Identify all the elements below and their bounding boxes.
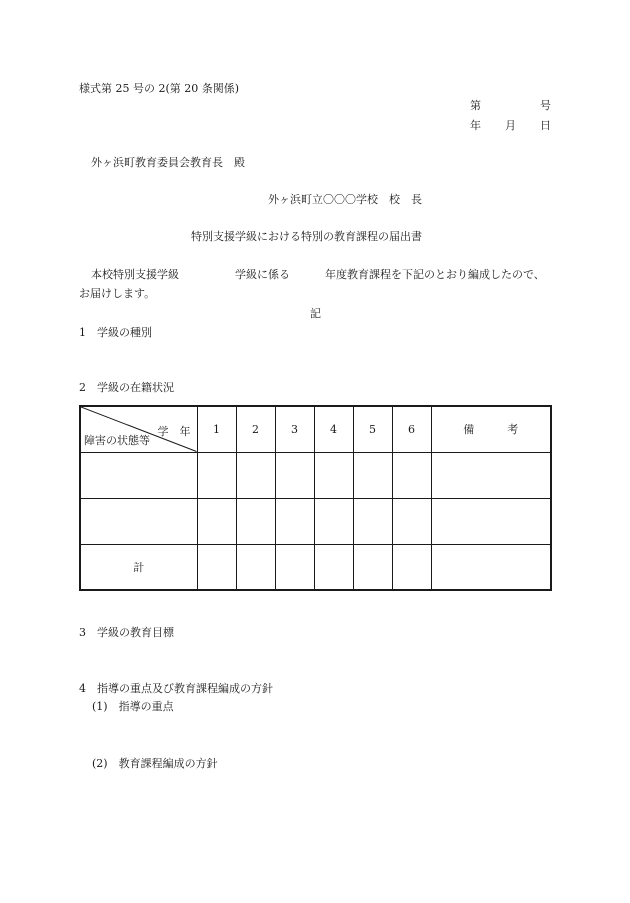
section-4: 4 指導の重点及び教育課程編成の方針 [79, 682, 273, 695]
section-1: 1 学級の種別 [79, 326, 152, 339]
grade-4: 4 [314, 406, 353, 452]
table-cell[interactable] [431, 544, 551, 590]
table-cell[interactable] [236, 498, 275, 544]
grade-header: 学 年 [157, 425, 191, 438]
grade-1: 1 [197, 406, 236, 452]
table-cell[interactable] [197, 544, 236, 590]
row-header: 障害の状態等 [84, 433, 150, 447]
grade-2: 2 [236, 406, 275, 452]
body-line1-part1: 本校特別支援学級 [91, 268, 179, 281]
table-cell[interactable] [353, 452, 392, 498]
table-cell[interactable] [275, 452, 314, 498]
table-row [80, 452, 551, 498]
body-line1-part3: 年度教育課程を下記のとおり編成したので、 [325, 268, 545, 281]
ki-heading: 記 [310, 307, 321, 320]
enrollment-table [79, 405, 552, 591]
document-title: 特別支援学級における特別の教育課程の届出書 [191, 230, 422, 243]
table-cell[interactable] [314, 452, 353, 498]
table-cell[interactable] [392, 498, 431, 544]
total-label: 計 [80, 544, 197, 590]
section-3: 3 学級の教育目標 [79, 626, 174, 639]
number-dai: 第 [470, 99, 481, 112]
body-line2: お届けします。 [79, 287, 156, 300]
section-4-2: (2) 教育課程編成の方針 [92, 757, 218, 770]
date-month: 月 [505, 119, 516, 132]
table-cell[interactable] [431, 452, 551, 498]
table-cell[interactable] [353, 544, 392, 590]
diagonal-header-cell [80, 406, 197, 452]
grade-6: 6 [392, 406, 431, 452]
table-cell[interactable] [80, 498, 197, 544]
section-4-1: (1) 指導の重点 [92, 700, 174, 713]
table-cell[interactable] [197, 452, 236, 498]
table-cell[interactable] [392, 452, 431, 498]
table-cell[interactable] [314, 544, 353, 590]
addressee: 外ヶ浜町教育委員会教育長 殿 [91, 156, 245, 169]
table-cell[interactable] [314, 498, 353, 544]
table-row [80, 498, 551, 544]
table-cell[interactable] [392, 544, 431, 590]
table-cell[interactable] [275, 498, 314, 544]
table-cell[interactable] [236, 544, 275, 590]
table-cell[interactable] [236, 452, 275, 498]
grade-3: 3 [275, 406, 314, 452]
date-day: 日 [540, 119, 551, 132]
number-go: 号 [540, 99, 551, 112]
section-2: 2 学級の在籍状況 [79, 381, 174, 394]
table-cell[interactable] [353, 498, 392, 544]
remarks-header: 備 考 [431, 406, 551, 452]
body-line1-part2: 学級に係る [235, 268, 290, 281]
table-cell[interactable] [275, 544, 314, 590]
grade-5: 5 [353, 406, 392, 452]
table-cell[interactable] [197, 498, 236, 544]
date-year: 年 [470, 119, 481, 132]
sender: 外ヶ浜町立〇〇〇学校 校 長 [268, 193, 422, 206]
table-header-row [80, 406, 551, 452]
table-cell[interactable] [80, 452, 197, 498]
total-row [80, 544, 551, 590]
form-label: 様式第 25 号の 2(第 20 条関係) [79, 82, 240, 95]
table-cell[interactable] [431, 498, 551, 544]
